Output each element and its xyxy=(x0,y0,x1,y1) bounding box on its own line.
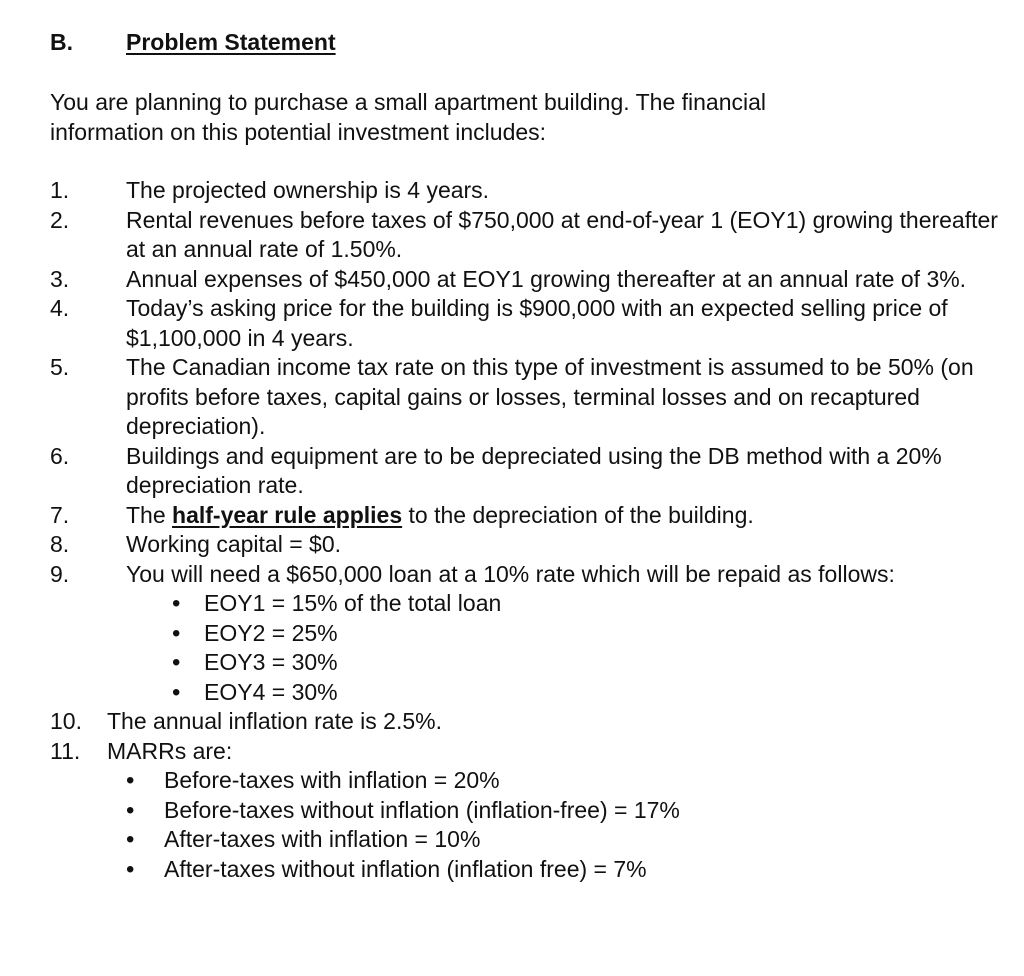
item-number: 11. xyxy=(50,737,81,764)
loan-repayment-list xyxy=(126,589,1010,707)
bullet-item: • After-taxes without inflation (inflation free) = 7% xyxy=(164,855,1010,885)
list-item-7 xyxy=(50,501,1010,531)
item-text: The projected ownership is 4 years. xyxy=(126,177,490,203)
list-item-5 xyxy=(50,353,1010,442)
list-item-11 xyxy=(50,737,1010,885)
item-text: You will need a $650,000 loan at a 10% rate which will be repaid as follows: xyxy=(126,560,895,587)
list-item-6 xyxy=(50,442,1010,501)
list-item-2 xyxy=(50,206,1010,265)
item-number: 4. xyxy=(50,295,70,321)
bullet-item: • Before-taxes with inflation = 20% xyxy=(164,766,1010,796)
item-number: 7. xyxy=(50,501,70,528)
section-title: Problem Statement xyxy=(126,29,336,55)
list-item-1 xyxy=(50,176,1010,206)
item-number: 9. xyxy=(50,560,70,587)
item-text: Today’s asking price for the building is $900,000 with an expected selling price of $1,100,000 in 4 years. xyxy=(126,295,948,351)
item-text: The Canadian income tax rate on this type of investment is assumed to be 50% (on profits before taxes, capital gains or losses, terminal losses and on recaptured depreciation). xyxy=(126,354,974,439)
item-text: MARRs are: xyxy=(107,737,233,764)
bullet-item: • EOY2 = 25% xyxy=(204,619,1010,649)
half-year-rule-emphasis: half-year rule applies xyxy=(172,501,403,528)
bullet-item: • EOY3 = 30% xyxy=(204,648,1010,678)
item-number: 6. xyxy=(50,442,70,469)
bullet-item: • EOY4 = 30% xyxy=(204,678,1010,708)
item-text: The annual inflation rate is 2.5%. xyxy=(107,708,442,734)
item-text-after: to the depreciation of the building. xyxy=(402,501,754,528)
item-text: Buildings and equipment are to be depreciated using the DB method with a 20% depreciation rate. xyxy=(126,442,942,498)
item-text-before: The xyxy=(126,501,173,528)
bullet-item: • After-taxes with inflation = 10% xyxy=(164,825,1010,855)
item-number: 5. xyxy=(50,354,70,380)
item-text: Rental revenues before taxes of $750,000 at end-of-year 1 (EOY1) growing thereafter at an annual rate of 1.50%. xyxy=(126,206,998,262)
list-item-9 xyxy=(50,560,1010,708)
item-number: 1. xyxy=(50,177,70,203)
bullet-item: • EOY1 = 15% of the total loan xyxy=(204,589,1010,619)
bullet-item: • Before-taxes without inflation (inflation-free) = 17% xyxy=(164,796,1010,826)
list-item-3 xyxy=(50,265,1010,295)
intro-paragraph: You are planning to purchase a small apartment building. The financial information on this potential investment includes: xyxy=(50,89,767,145)
item-number: 2. xyxy=(50,206,70,233)
list-item-10 xyxy=(50,707,1010,737)
item-text: Annual expenses of $450,000 at EOY1 growing thereafter at an annual rate of 3%. xyxy=(126,265,967,292)
item-number: 10. xyxy=(50,708,82,734)
marr-list xyxy=(107,766,1010,884)
section-letter: B. xyxy=(50,29,73,55)
item-number: 8. xyxy=(50,531,70,557)
list-item-8 xyxy=(50,530,1010,560)
item-text: Working capital = $0. xyxy=(126,531,341,557)
list-item-4 xyxy=(50,294,1010,353)
item-number: 3. xyxy=(50,265,70,292)
numbered-list xyxy=(50,176,1010,884)
